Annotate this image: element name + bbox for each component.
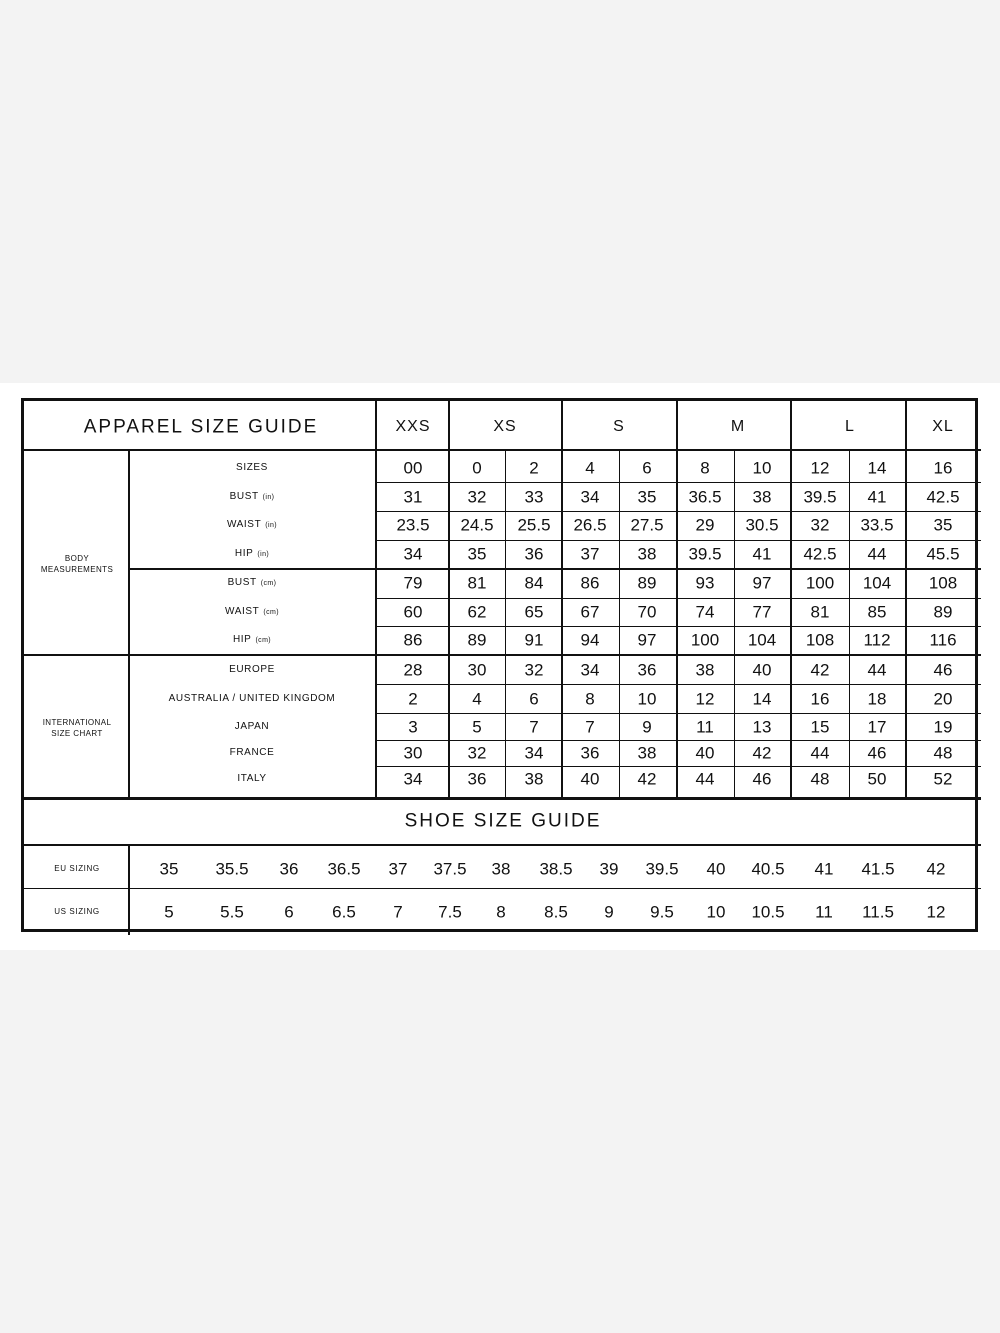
size-cell: 44 [695,769,715,789]
size-cell: 48 [933,743,953,763]
row-divider [128,568,981,570]
size-cell: 30 [403,743,423,763]
size-cell: 97 [637,630,657,650]
size-group-divider [790,401,792,798]
size-cell: 45.5 [926,544,960,564]
size-cell: 104 [862,573,892,593]
size-cell: 46 [867,743,887,763]
size-cell: 77 [752,602,772,622]
row-divider [376,540,981,541]
size-group-xs: XS [493,418,517,435]
shoe-title: SHOE SIZE GUIDE [404,810,602,832]
size-cell: 23.5 [396,515,430,535]
size-cell: 12 [695,689,715,709]
shoe-size-cell: 40 [706,859,726,879]
shoe-size-cell: 37 [388,859,408,879]
apparel-title: APPAREL SIZE GUIDE [83,416,319,438]
size-group-m: M [730,418,746,435]
size-group-divider [448,401,450,798]
size-column-divider [849,450,850,798]
row-label [237,774,266,784]
size-cell: 31 [403,487,423,507]
row-label [233,635,271,645]
size-group-divider [561,401,563,798]
size-cell: 19 [933,717,953,737]
shoe-row-label-us: US SIZING [54,907,100,916]
row-divider [376,626,981,627]
size-cell: 70 [637,602,657,622]
size-cell: 97 [752,573,772,593]
size-cell: 38 [637,743,657,763]
size-cell: 38 [524,769,544,789]
row-label [235,722,270,732]
size-cell: 89 [467,630,487,650]
size-cell: 89 [637,573,657,593]
size-cell: 46 [752,769,772,789]
size-cell: 42 [752,743,772,763]
size-cell: 108 [928,573,958,593]
size-cell: 44 [810,743,830,763]
size-cell: 14 [752,689,772,709]
size-group-s: S [613,418,625,435]
size-cell: 86 [580,573,600,593]
row-label-text: HIP [234,548,254,559]
row-label [230,492,275,502]
size-cell: 100 [690,630,720,650]
shoe-size-cell: 39 [599,859,619,879]
row-label [230,748,275,758]
size-cell: 10 [752,458,772,478]
size-cell: 108 [805,630,835,650]
size-cell: 50 [867,769,887,789]
row-label-text: BUST [227,577,257,588]
size-cell: 34 [580,660,600,680]
size-cell: 84 [524,573,544,593]
size-cell: 7 [585,717,595,737]
size-cell: 104 [747,630,777,650]
row-label-unit: (in) [265,522,278,529]
row-label-unit: (cm) [263,609,279,616]
row-label-unit: (in) [262,494,275,501]
size-cell: 3 [408,717,418,737]
size-cell: 28 [403,660,423,680]
group-divider [24,654,128,656]
size-cell: 36 [580,743,600,763]
size-cell: 32 [810,515,830,535]
size-cell: 41 [867,487,887,507]
size-cell: 34 [403,769,423,789]
shoe-size-cell: 41 [814,859,834,879]
size-cell: 93 [695,573,715,593]
size-cell: 12 [810,458,830,478]
shoe-size-cell: 42 [926,859,946,879]
size-cell: 60 [403,602,423,622]
row-divider [376,713,981,714]
size-cell: 116 [929,630,957,650]
row-label-text: AUSTRALIA / UNITED KINGDOM [168,693,336,704]
size-cell: 100 [805,573,835,593]
size-cell: 42.5 [803,544,837,564]
size-cell: 14 [867,458,887,478]
size-cell: 86 [403,630,423,650]
row-label-text: ITALY [237,773,267,784]
row-label-text: BUST [229,491,259,502]
size-cell: 42 [810,660,830,680]
size-cell: 16 [810,689,830,709]
row-label-unit: (cm) [255,637,272,644]
row-label [227,520,277,530]
shoe-row-divider [24,888,981,889]
size-cell: 65 [524,602,544,622]
row-divider [376,511,981,512]
size-group-xxs: XXS [395,418,431,435]
shoe-size-cell: 6 [284,902,294,922]
row-label-unit: (cm) [260,580,277,587]
row-label-text: HIP [232,634,252,645]
size-cell: 32 [467,487,487,507]
shoe-label-divider [128,846,130,935]
row-label-text: EUROPE [229,664,275,675]
shoe-size-cell: 39.5 [645,859,679,879]
size-cell: 40 [752,660,772,680]
size-cell: 13 [752,717,772,737]
size-cell: 94 [580,630,600,650]
size-column-divider [505,450,506,798]
size-column-divider [619,450,620,798]
size-cell: 38 [695,660,715,680]
row-label-text: FRANCE [229,747,275,758]
size-cell: 36 [524,544,544,564]
size-group-l: L [845,418,855,435]
row-divider [376,598,981,599]
shoe-size-cell: 5.5 [220,902,244,922]
size-cell: 29 [695,515,715,535]
row-divider [376,482,981,483]
size-cell: 40 [695,743,715,763]
shoe-row-label-eu: EU SIZING [54,864,100,873]
size-group-divider [905,401,907,798]
shoe-size-cell: 36.5 [327,859,361,879]
size-cell: 4 [472,689,482,709]
shoe-size-cell: 36 [279,859,299,879]
size-cell: 00 [403,458,423,478]
shoe-size-cell: 7 [393,902,403,922]
size-group-divider [676,401,678,798]
size-cell: 34 [580,487,600,507]
header-divider [24,449,981,451]
size-cell: 37 [580,544,600,564]
shoe-size-cell: 12 [926,902,946,922]
size-cell: 20 [933,689,953,709]
group-label-international-size-chart: INTERNATIONAL SIZE CHART [42,718,112,738]
size-cell: 5 [472,717,482,737]
row-label [228,578,277,588]
size-column-divider [734,450,735,798]
shoe-header-divider [24,844,981,846]
group-label-body-measurements: BODY MEASUREMENTS [40,554,114,574]
size-guide-table [21,398,978,932]
size-cell: 32 [524,660,544,680]
size-cell: 44 [867,660,887,680]
size-cell: 39.5 [688,544,722,564]
size-cell: 11 [696,717,714,737]
shoe-size-cell: 9.5 [650,902,674,922]
shoe-size-cell: 10 [706,902,726,922]
size-cell: 81 [467,573,487,593]
size-cell: 9 [642,717,652,737]
size-cell: 36.5 [688,487,722,507]
row-label [236,463,268,473]
shoe-size-cell: 11.5 [862,902,894,922]
size-cell: 112 [863,630,891,650]
row-label-text: JAPAN [234,721,270,732]
size-cell: 6 [529,689,539,709]
shoe-size-cell: 8.5 [544,902,568,922]
size-cell: 48 [810,769,830,789]
size-cell: 39.5 [803,487,837,507]
section-divider [24,797,981,800]
size-cell: 81 [810,602,830,622]
size-cell: 74 [695,602,715,622]
size-cell: 4 [585,458,595,478]
size-cell: 38 [752,487,772,507]
size-cell: 62 [467,602,487,622]
size-cell: 34 [524,743,544,763]
size-cell: 17 [867,717,887,737]
group-column-divider [128,450,130,798]
row-label [225,607,279,617]
size-cell: 38 [637,544,657,564]
size-cell: 67 [580,602,600,622]
size-cell: 10 [637,689,657,709]
size-cell: 42.5 [926,487,960,507]
size-cell: 85 [867,602,887,622]
size-cell: 36 [637,660,657,680]
size-cell: 16 [933,458,953,478]
row-divider [376,766,981,767]
shoe-size-cell: 10.5 [751,902,785,922]
label-values-divider [375,401,377,798]
size-cell: 24.5 [460,515,494,535]
size-cell: 33.5 [860,515,894,535]
size-cell: 30.5 [745,515,779,535]
size-cell: 15 [810,717,830,737]
size-cell: 34 [403,544,423,564]
row-divider [376,740,981,741]
shoe-size-cell: 41.5 [861,859,895,879]
size-cell: 46 [933,660,953,680]
shoe-size-cell: 9 [604,902,614,922]
size-cell: 35 [933,515,953,535]
size-cell: 7 [529,717,539,737]
size-group-xl: XL [932,418,954,435]
shoe-size-cell: 38.5 [539,859,573,879]
size-cell: 8 [700,458,710,478]
size-cell: 32 [467,743,487,763]
size-cell: 8 [585,689,595,709]
shoe-size-cell: 6.5 [332,902,356,922]
size-cell: 26.5 [573,515,607,535]
shoe-size-cell: 5 [164,902,174,922]
size-cell: 40 [580,769,600,789]
size-cell: 35 [467,544,487,564]
shoe-size-cell: 7.5 [438,902,462,922]
size-cell: 89 [933,602,953,622]
row-divider [128,654,981,656]
size-cell: 41 [752,544,772,564]
shoe-size-cell: 40.5 [751,859,785,879]
row-label [229,665,275,675]
size-cell: 35 [637,487,657,507]
size-cell: 27.5 [630,515,664,535]
size-cell: 2 [408,689,418,709]
size-cell: 0 [472,458,482,478]
size-cell: 44 [867,544,887,564]
shoe-size-cell: 37.5 [433,859,467,879]
size-cell: 91 [524,630,544,650]
size-cell: 42 [637,769,657,789]
row-label-text: SIZES [236,462,268,473]
row-label-text: WAIST [226,519,262,530]
size-cell: 30 [467,660,487,680]
row-label-text: WAIST [225,606,260,617]
row-label-unit: (in) [257,551,270,558]
row-label [169,694,336,704]
row-divider [376,684,981,685]
shoe-size-cell: 35 [159,859,179,879]
size-cell: 6 [642,458,652,478]
size-cell: 18 [867,689,887,709]
row-label [235,549,269,559]
size-cell: 25.5 [517,515,551,535]
shoe-size-cell: 38 [491,859,511,879]
shoe-size-cell: 11 [815,902,833,922]
size-cell: 52 [933,769,953,789]
shoe-size-cell: 35.5 [215,859,249,879]
size-cell: 2 [529,458,539,478]
shoe-size-cell: 8 [496,902,506,922]
size-cell: 36 [467,769,487,789]
size-cell: 79 [403,573,423,593]
size-cell: 33 [524,487,544,507]
